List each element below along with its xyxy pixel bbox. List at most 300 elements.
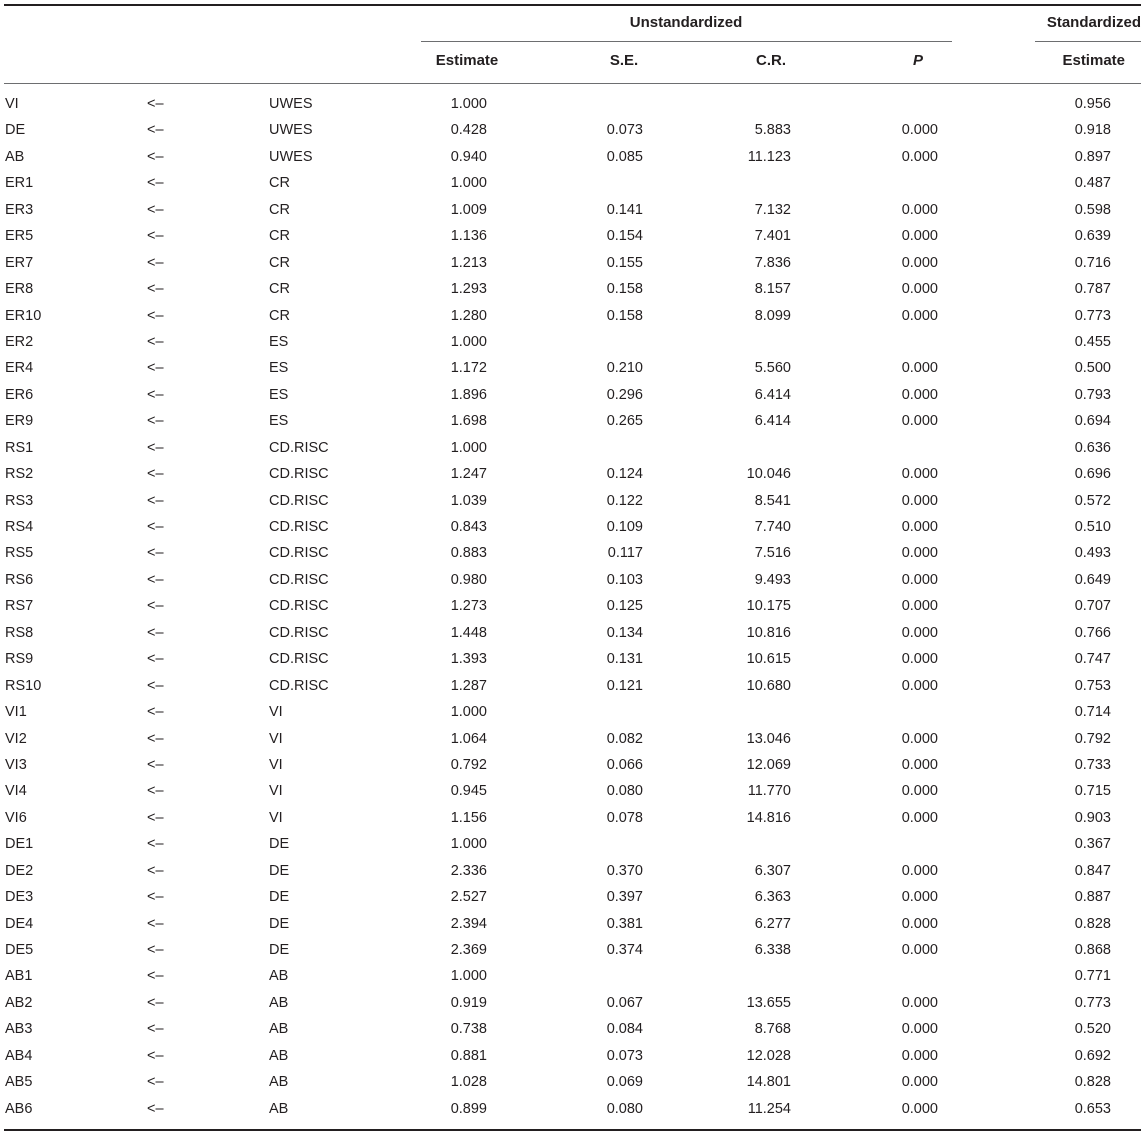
cell-construct: VI (269, 730, 283, 747)
cell-construct: CR (269, 228, 290, 245)
cell-std-estimate: 0.771 (1074, 968, 1111, 985)
cell-estimate: 1.280 (450, 307, 487, 324)
cell-estimate: 1.448 (450, 624, 487, 641)
cell-indicator: ER2 (5, 333, 34, 350)
cell-construct: ES (269, 360, 289, 377)
cell-p: 0.000 (901, 862, 938, 879)
cell-indicator: RS3 (5, 492, 34, 509)
cell-construct: AB (269, 1021, 289, 1038)
cell-std-estimate: 0.766 (1074, 624, 1111, 641)
table-row (0, 329, 1145, 355)
cell-indicator: ER9 (5, 413, 34, 430)
cell-p: 0.000 (901, 1100, 938, 1117)
cell-arrow: <– (147, 201, 164, 218)
cell-p: 0.000 (901, 148, 938, 165)
cell-arrow: <– (147, 360, 164, 377)
cell-construct: UWES (269, 96, 313, 112)
cell-std-estimate: 0.694 (1074, 413, 1111, 430)
cell-se: 0.080 (606, 783, 643, 800)
cell-construct: CD.RISC (269, 519, 329, 535)
cell-indicator: ER10 (5, 307, 42, 324)
cell-se: 0.124 (606, 466, 643, 483)
cell-indicator: DE4 (5, 915, 34, 932)
cell-p: 0.000 (901, 519, 938, 535)
cell-se: 0.066 (606, 756, 643, 773)
cell-arrow: <– (147, 730, 164, 747)
table-row (0, 1043, 1145, 1069)
cell-estimate: 1.028 (450, 1074, 487, 1091)
cell-std-estimate: 0.715 (1074, 783, 1111, 800)
cell-arrow: <– (147, 651, 164, 668)
cell-arrow: <– (147, 228, 164, 245)
cell-arrow: <– (147, 889, 164, 906)
cell-arrow: <– (147, 756, 164, 773)
cell-arrow: <– (147, 915, 164, 932)
cell-indicator: DE1 (5, 836, 34, 853)
cell-cr: 10.615 (746, 651, 791, 668)
cell-std-estimate: 0.918 (1074, 122, 1111, 139)
cell-estimate: 0.428 (450, 122, 487, 139)
table-row (0, 963, 1145, 989)
table-row (0, 144, 1145, 170)
cell-cr: 8.099 (754, 307, 791, 324)
cell-estimate: 1.273 (450, 598, 487, 615)
cell-std-estimate: 0.747 (1074, 651, 1111, 668)
cell-indicator: DE2 (5, 862, 34, 879)
cell-se: 0.117 (607, 545, 643, 562)
table-row (0, 223, 1145, 249)
cell-construct: ES (269, 333, 289, 350)
cell-arrow: <– (147, 413, 164, 430)
cell-cr: 6.338 (754, 942, 791, 958)
cell-estimate: 0.899 (450, 1100, 487, 1117)
cell-arrow: <– (147, 545, 164, 562)
table-row (0, 620, 1145, 646)
cell-indicator: ER6 (5, 386, 34, 403)
cell-estimate: 1.000 (450, 175, 487, 192)
cell-estimate: 2.527 (450, 889, 487, 906)
cell-arrow: <– (147, 783, 164, 800)
cell-construct: CD.RISC (269, 571, 329, 588)
cell-arrow: <– (147, 333, 164, 350)
cell-arrow: <– (147, 968, 164, 985)
table-row (0, 303, 1145, 329)
cell-p: 0.000 (901, 624, 938, 641)
table-row (0, 990, 1145, 1016)
cell-estimate: 1.213 (450, 254, 487, 271)
cell-std-estimate: 0.487 (1074, 175, 1111, 192)
cell-indicator: AB2 (5, 994, 33, 1011)
cell-std-estimate: 0.598 (1074, 201, 1111, 218)
cell-indicator: AB1 (5, 968, 33, 985)
cell-p: 0.000 (901, 1021, 938, 1038)
cell-p: 0.000 (901, 201, 938, 218)
cell-cr: 5.560 (754, 360, 791, 377)
table-row (0, 1069, 1145, 1095)
cell-indicator: VI1 (5, 704, 27, 721)
table-row (0, 250, 1145, 276)
cell-se: 0.084 (606, 1021, 643, 1038)
header-p: P (912, 52, 924, 69)
table-row (0, 276, 1145, 302)
cell-construct: DE (269, 942, 290, 958)
cell-estimate: 1.000 (450, 439, 487, 456)
unstandardized-underline (421, 41, 952, 42)
cell-se: 0.210 (606, 360, 643, 377)
cell-se: 0.067 (606, 994, 643, 1011)
cell-se: 0.397 (606, 889, 643, 906)
cell-estimate: 0.738 (450, 1021, 487, 1038)
cell-estimate: 1.247 (450, 466, 487, 483)
cell-indicator: VI3 (5, 756, 27, 773)
cell-indicator: VI4 (5, 783, 27, 800)
cell-construct: AB (269, 1074, 289, 1091)
cell-cr: 12.069 (746, 756, 791, 773)
cell-std-estimate: 0.500 (1074, 360, 1111, 377)
cell-estimate: 1.000 (450, 96, 487, 112)
cell-indicator: ER3 (5, 201, 34, 218)
cell-se: 0.131 (606, 651, 643, 668)
cell-se: 0.370 (606, 862, 643, 879)
cell-p: 0.000 (901, 1074, 938, 1091)
cell-arrow: <– (147, 571, 164, 588)
cell-construct: AB (269, 1100, 289, 1117)
cell-indicator: ER1 (5, 175, 34, 192)
cell-se: 0.134 (606, 624, 643, 641)
cell-cr: 11.254 (747, 1100, 791, 1117)
header-bottom-rule (4, 83, 1141, 84)
cell-estimate: 0.940 (450, 148, 487, 165)
cell-construct: CD.RISC (269, 545, 329, 562)
standardized-underline (1035, 41, 1141, 42)
cell-arrow: <– (147, 862, 164, 879)
cell-p: 0.000 (901, 307, 938, 324)
header-unstandardized: Unstandardized (629, 14, 743, 31)
cell-construct: CD.RISC (269, 651, 329, 668)
cell-arrow: <– (147, 122, 164, 139)
table-row (0, 805, 1145, 831)
table-row (0, 382, 1145, 408)
cell-se: 0.125 (606, 598, 643, 615)
cell-estimate: 0.945 (450, 783, 487, 800)
cell-arrow: <– (147, 175, 164, 192)
cell-std-estimate: 0.493 (1074, 545, 1111, 562)
cell-arrow: <– (147, 519, 164, 535)
table-row (0, 514, 1145, 540)
cell-cr: 9.493 (754, 571, 791, 588)
cell-indicator: RS8 (5, 624, 34, 641)
cell-std-estimate: 0.903 (1074, 809, 1111, 826)
table-row (0, 170, 1145, 196)
cell-p: 0.000 (901, 994, 938, 1011)
cell-indicator: VI2 (5, 730, 27, 747)
cell-estimate: 1.000 (450, 704, 487, 721)
cell-se: 0.296 (606, 386, 643, 403)
cell-std-estimate: 0.793 (1074, 386, 1111, 403)
table-top-rule (4, 4, 1141, 6)
cell-p: 0.000 (901, 545, 938, 562)
cell-arrow: <– (147, 254, 164, 271)
cell-indicator: VI6 (5, 809, 27, 826)
cell-std-estimate: 0.716 (1074, 254, 1111, 271)
cell-se: 0.121 (606, 677, 643, 694)
cell-estimate: 0.980 (450, 571, 487, 588)
cell-construct: CR (269, 175, 290, 192)
cell-cr: 8.768 (754, 1021, 791, 1038)
cell-estimate: 1.896 (450, 386, 487, 403)
cell-arrow: <– (147, 677, 164, 694)
cell-std-estimate: 0.572 (1074, 492, 1111, 509)
cell-std-estimate: 0.707 (1074, 598, 1111, 615)
cell-cr: 14.816 (746, 809, 791, 826)
cell-estimate: 1.009 (450, 201, 487, 218)
cell-construct: CR (269, 307, 290, 324)
cell-construct: VI (269, 704, 283, 721)
cell-cr: 8.541 (754, 492, 791, 509)
table-row (0, 884, 1145, 910)
cell-std-estimate: 0.773 (1074, 994, 1111, 1011)
cell-construct: UWES (269, 122, 313, 139)
cell-indicator: AB3 (5, 1021, 33, 1038)
cell-se: 0.158 (606, 281, 643, 298)
cell-p: 0.000 (901, 360, 938, 377)
cell-cr: 6.414 (754, 386, 791, 403)
cell-indicator: RS9 (5, 651, 34, 668)
cell-std-estimate: 0.639 (1074, 228, 1111, 245)
cell-cr: 7.740 (754, 519, 791, 535)
cell-se: 0.073 (606, 1047, 643, 1064)
cell-construct: DE (269, 915, 290, 932)
cell-indicator: ER8 (5, 281, 34, 298)
cell-estimate: 1.172 (450, 360, 487, 377)
cell-std-estimate: 0.887 (1074, 889, 1111, 906)
cell-cr: 6.363 (754, 889, 791, 906)
cell-se: 0.265 (606, 413, 643, 430)
table-row (0, 858, 1145, 884)
table-row (0, 197, 1145, 223)
cell-se: 0.069 (606, 1074, 643, 1091)
cell-cr: 8.157 (754, 281, 791, 298)
cell-std-estimate: 0.649 (1074, 571, 1111, 588)
cell-construct: CR (269, 201, 290, 218)
cell-arrow: <– (147, 704, 164, 721)
cell-std-estimate: 0.787 (1074, 281, 1111, 298)
table-bottom-rule (4, 1129, 1141, 1131)
cell-arrow: <– (147, 994, 164, 1011)
cell-p: 0.000 (901, 1047, 938, 1064)
table-row (0, 726, 1145, 752)
cell-std-estimate: 0.653 (1074, 1100, 1111, 1117)
cell-construct: CD.RISC (269, 624, 329, 641)
cell-se: 0.080 (606, 1100, 643, 1117)
cell-p: 0.000 (901, 386, 938, 403)
cell-std-estimate: 0.696 (1074, 466, 1111, 483)
cell-cr: 6.414 (754, 413, 791, 430)
cell-indicator: RS1 (5, 439, 34, 456)
cell-p: 0.000 (901, 730, 938, 747)
table-row (0, 117, 1145, 143)
cell-arrow: <– (147, 281, 164, 298)
cell-p: 0.000 (901, 571, 938, 588)
cell-cr: 10.175 (746, 598, 791, 615)
cell-indicator: AB6 (5, 1100, 33, 1117)
table-row (0, 937, 1145, 963)
cell-std-estimate: 0.792 (1074, 730, 1111, 747)
cell-cr: 13.655 (746, 994, 791, 1011)
cell-se: 0.154 (606, 228, 643, 245)
cell-se: 0.122 (606, 492, 643, 509)
cell-indicator: AB4 (5, 1047, 33, 1064)
cell-std-estimate: 0.692 (1074, 1047, 1111, 1064)
cell-std-estimate: 0.828 (1074, 1074, 1111, 1091)
cell-arrow: <– (147, 598, 164, 615)
cell-construct: CR (269, 254, 290, 271)
cell-indicator: ER5 (5, 228, 34, 245)
cell-p: 0.000 (901, 228, 938, 245)
cell-cr: 10.816 (746, 624, 791, 641)
cell-estimate: 0.919 (450, 994, 487, 1011)
cell-cr: 10.046 (746, 466, 791, 483)
cell-std-estimate: 0.455 (1074, 333, 1111, 350)
cell-indicator: RS10 (5, 677, 42, 694)
cell-indicator: ER7 (5, 254, 34, 271)
cell-se: 0.155 (606, 254, 643, 271)
cell-p: 0.000 (901, 466, 938, 483)
cell-cr: 6.307 (754, 862, 791, 879)
cell-se: 0.141 (606, 201, 643, 218)
cell-arrow: <– (147, 439, 164, 456)
cell-cr: 5.883 (754, 122, 791, 139)
cell-se: 0.109 (606, 519, 643, 535)
table-row (0, 778, 1145, 804)
cell-arrow: <– (147, 96, 164, 112)
cell-estimate: 1.136 (450, 228, 487, 245)
cell-se: 0.158 (606, 307, 643, 324)
cell-indicator: DE3 (5, 889, 34, 906)
cell-construct: DE (269, 836, 290, 853)
table-row (0, 831, 1145, 857)
header-se: S.E. (609, 52, 639, 69)
cell-estimate: 0.843 (450, 519, 487, 535)
cell-indicator: RS6 (5, 571, 34, 588)
cell-estimate: 2.369 (450, 942, 487, 958)
cell-indicator: DE (5, 122, 26, 139)
table-row (0, 91, 1145, 117)
cell-arrow: <– (147, 1047, 164, 1064)
table-row (0, 435, 1145, 461)
cell-std-estimate: 0.847 (1074, 862, 1111, 879)
table-row (0, 911, 1145, 937)
cell-estimate: 1.287 (450, 677, 487, 694)
cell-indicator: ER4 (5, 360, 34, 377)
cell-construct: CD.RISC (269, 598, 329, 615)
cell-indicator: AB (5, 148, 25, 165)
cell-arrow: <– (147, 624, 164, 641)
cell-p: 0.000 (901, 809, 938, 826)
table-row (0, 1096, 1145, 1122)
cell-std-estimate: 0.773 (1074, 307, 1111, 324)
cell-cr: 7.516 (754, 545, 791, 562)
cell-construct: VI (269, 756, 283, 773)
cell-cr: 11.770 (747, 783, 791, 800)
cell-estimate: 0.881 (450, 1047, 487, 1064)
cell-std-estimate: 0.868 (1074, 942, 1111, 958)
cell-std-estimate: 0.520 (1074, 1021, 1111, 1038)
table-row (0, 646, 1145, 672)
cell-se: 0.085 (606, 148, 643, 165)
table-row (0, 752, 1145, 778)
table-row (0, 408, 1145, 434)
cell-std-estimate: 0.897 (1074, 148, 1111, 165)
cell-p: 0.000 (901, 254, 938, 271)
cell-estimate: 2.394 (450, 915, 487, 932)
cell-construct: ES (269, 386, 289, 403)
cell-estimate: 1.698 (450, 413, 487, 430)
cell-estimate: 1.039 (450, 492, 487, 509)
cell-estimate: 1.000 (450, 836, 487, 853)
cell-estimate: 1.000 (450, 968, 487, 985)
cell-construct: DE (269, 862, 290, 879)
header-cr: C.R. (756, 52, 786, 69)
cell-se: 0.078 (606, 809, 643, 826)
cell-construct: CD.RISC (269, 677, 329, 694)
cell-indicator: AB5 (5, 1074, 33, 1091)
table-body (0, 91, 1145, 1122)
cell-se: 0.073 (606, 122, 643, 139)
cell-construct: VI (269, 783, 283, 800)
cell-p: 0.000 (901, 413, 938, 430)
cell-construct: ES (269, 413, 289, 430)
cell-p: 0.000 (901, 492, 938, 509)
cell-se: 0.374 (606, 942, 643, 958)
cell-arrow: <– (147, 466, 164, 483)
header-std-estimate: Estimate (1062, 52, 1125, 69)
cell-p: 0.000 (901, 677, 938, 694)
cell-arrow: <– (147, 1100, 164, 1117)
table-row (0, 673, 1145, 699)
cell-construct: DE (269, 889, 290, 906)
cell-cr: 6.277 (754, 915, 791, 932)
cell-cr: 7.132 (754, 201, 791, 218)
cell-indicator: RS4 (5, 519, 34, 535)
cell-std-estimate: 0.733 (1074, 756, 1111, 773)
cell-p: 0.000 (901, 783, 938, 800)
cell-std-estimate: 0.510 (1074, 519, 1111, 535)
cell-p: 0.000 (901, 598, 938, 615)
cell-construct: CR (269, 281, 290, 298)
cell-p: 0.000 (901, 122, 938, 139)
table-row (0, 355, 1145, 381)
cell-se: 0.103 (606, 571, 643, 588)
table-row (0, 461, 1145, 487)
cell-arrow: <– (147, 386, 164, 403)
cell-construct: AB (269, 1047, 289, 1064)
cell-se: 0.381 (606, 915, 643, 932)
cell-estimate: 0.883 (450, 545, 487, 562)
cell-estimate: 1.393 (450, 651, 487, 668)
cell-construct: CD.RISC (269, 466, 329, 483)
cell-construct: CD.RISC (269, 492, 329, 509)
cell-indicator: RS5 (5, 545, 34, 562)
cell-cr: 12.028 (746, 1047, 791, 1064)
cell-std-estimate: 0.753 (1074, 677, 1111, 694)
cell-cr: 7.836 (754, 254, 791, 271)
cell-cr: 7.401 (754, 228, 791, 245)
cell-cr: 10.680 (746, 677, 791, 694)
cell-estimate: 1.064 (450, 730, 487, 747)
cell-estimate: 0.792 (450, 756, 487, 773)
cell-arrow: <– (147, 1074, 164, 1091)
